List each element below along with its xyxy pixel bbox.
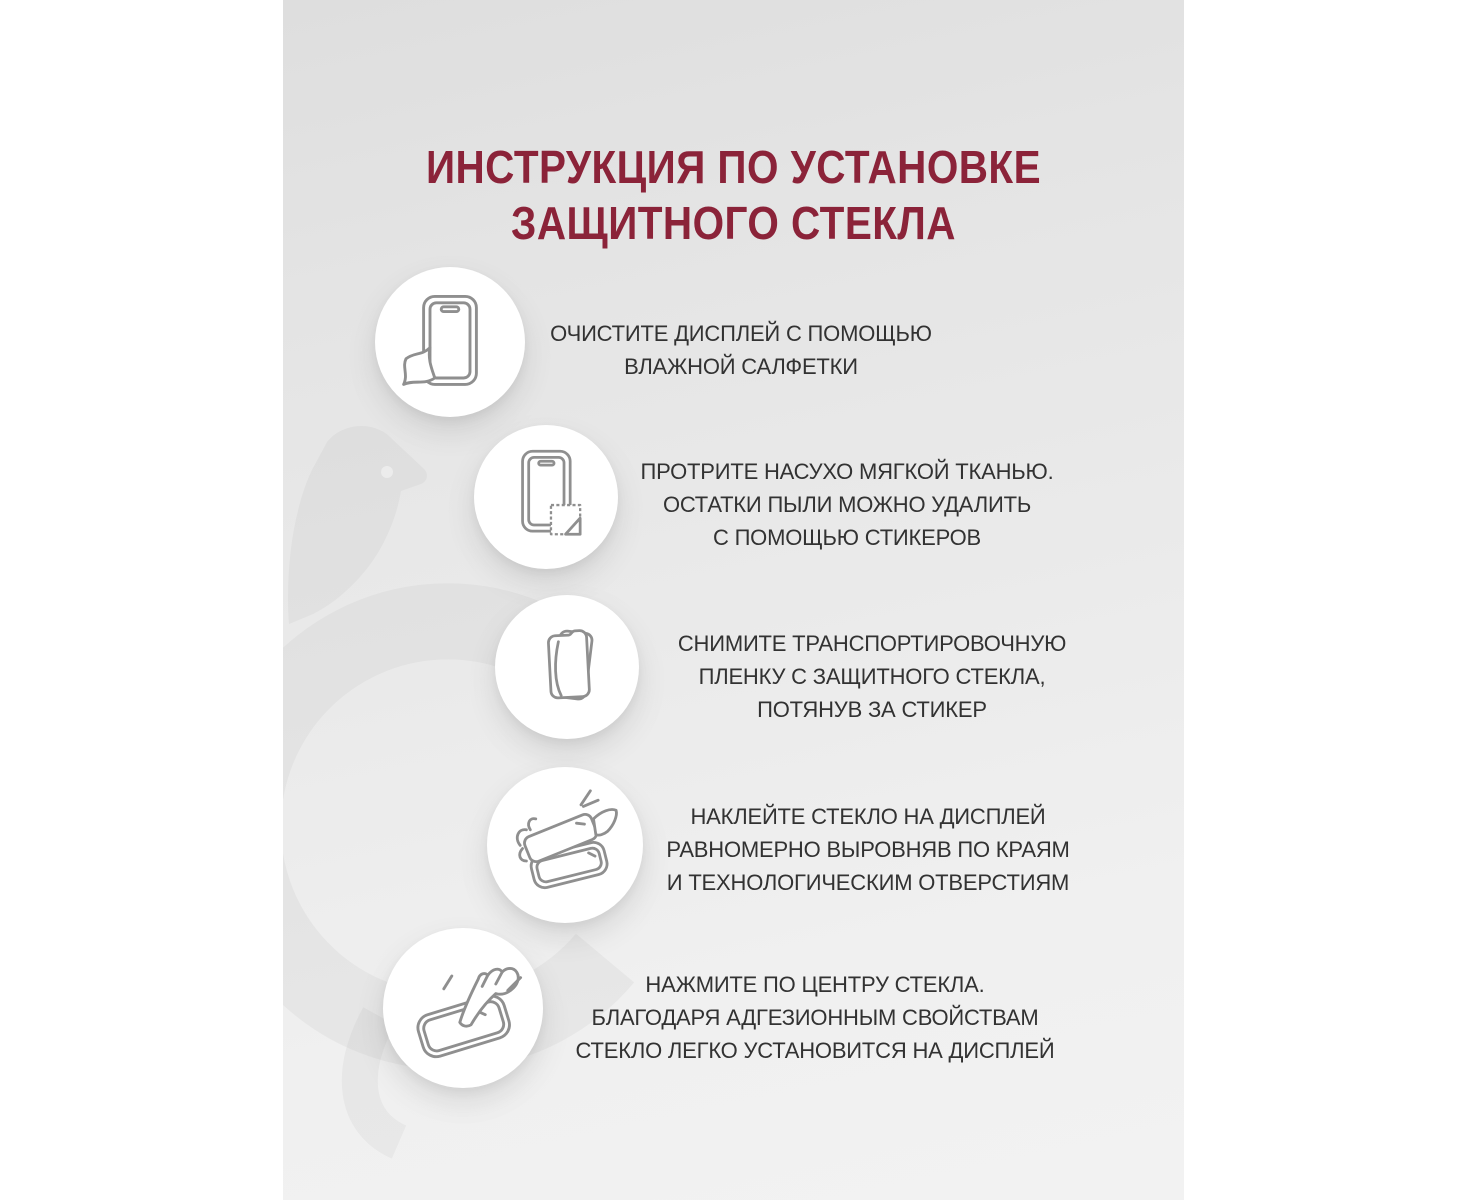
step-3-instruction bbox=[642, 627, 1102, 726]
step-2-instruction bbox=[617, 455, 1077, 554]
instruction-line: БЛАГОДАРЯ АДГЕЗИОННЫМ СВОЙСТВАМ bbox=[591, 1005, 1039, 1030]
press-glass-center-icon bbox=[399, 944, 527, 1072]
instruction-line: РАВНОМЕРНО ВЫРОВНЯВ ПО КРАЯМ bbox=[666, 837, 1070, 862]
page-title-line: ИНСТРУКЦИЯ ПО УСТАНОВКЕ bbox=[425, 140, 1042, 193]
phone-and-wet-wipe-icon bbox=[390, 282, 510, 402]
align-glass-hands-icon bbox=[503, 783, 628, 908]
instruction-line: ПРОТРИТЕ НАСУХО МЯГКОЙ ТКАНЬЮ. bbox=[640, 459, 1054, 484]
step-5-icon-circle bbox=[383, 928, 543, 1088]
phone-and-dust-sticker-icon bbox=[488, 439, 603, 554]
instruction-line: ПЛЕНКУ С ЗАЩИТНОГО СТЕКЛА, bbox=[698, 664, 1046, 689]
instruction-line: НАЖМИТЕ ПО ЦЕНТРУ СТЕКЛА. bbox=[645, 972, 985, 997]
watermark-eye bbox=[381, 466, 393, 478]
step-4-icon-circle bbox=[487, 767, 643, 923]
step-3-icon-circle bbox=[495, 595, 639, 739]
step-4-instruction bbox=[628, 800, 1108, 899]
step-1-icon-circle bbox=[375, 267, 525, 417]
instruction-line: ВЛАЖНОЙ САЛФЕТКИ bbox=[624, 354, 858, 379]
step-1-instruction bbox=[511, 317, 971, 383]
page-title-line: ЗАЩИТНОГО СТЕКЛА bbox=[511, 196, 956, 249]
transport-film-icon bbox=[509, 609, 624, 724]
poster-content bbox=[283, 0, 1184, 1200]
step-5-instruction bbox=[555, 968, 1075, 1067]
page-title bbox=[337, 139, 1130, 251]
instruction-line: ОСТАТКИ ПЫЛИ МОЖНО УДАЛИТЬ bbox=[662, 492, 1032, 517]
instruction-line: НАКЛЕЙТЕ СТЕКЛО НА ДИСПЛЕЙ bbox=[690, 804, 1046, 829]
step-2-icon-circle bbox=[474, 425, 618, 569]
instruction-line: СТЕКЛО ЛЕГКО УСТАНОВИТСЯ НА ДИСПЛЕЙ bbox=[575, 1038, 1055, 1063]
instruction-line: ОЧИСТИТЕ ДИСПЛЕЙ С ПОМОЩЬЮ bbox=[550, 321, 932, 346]
instruction-line: ПОТЯНУВ ЗА СТИКЕР bbox=[757, 697, 987, 722]
watermark-head bbox=[288, 426, 427, 624]
instruction-line: И ТЕХНОЛОГИЧЕСКИМ ОТВЕРСТИЯМ bbox=[666, 870, 1070, 895]
instruction-line: С ПОМОЩЬЮ СТИКЕРОВ bbox=[712, 525, 982, 550]
instruction-line: СНИМИТЕ ТРАНСПОРТИРОВОЧНУЮ bbox=[677, 631, 1067, 656]
